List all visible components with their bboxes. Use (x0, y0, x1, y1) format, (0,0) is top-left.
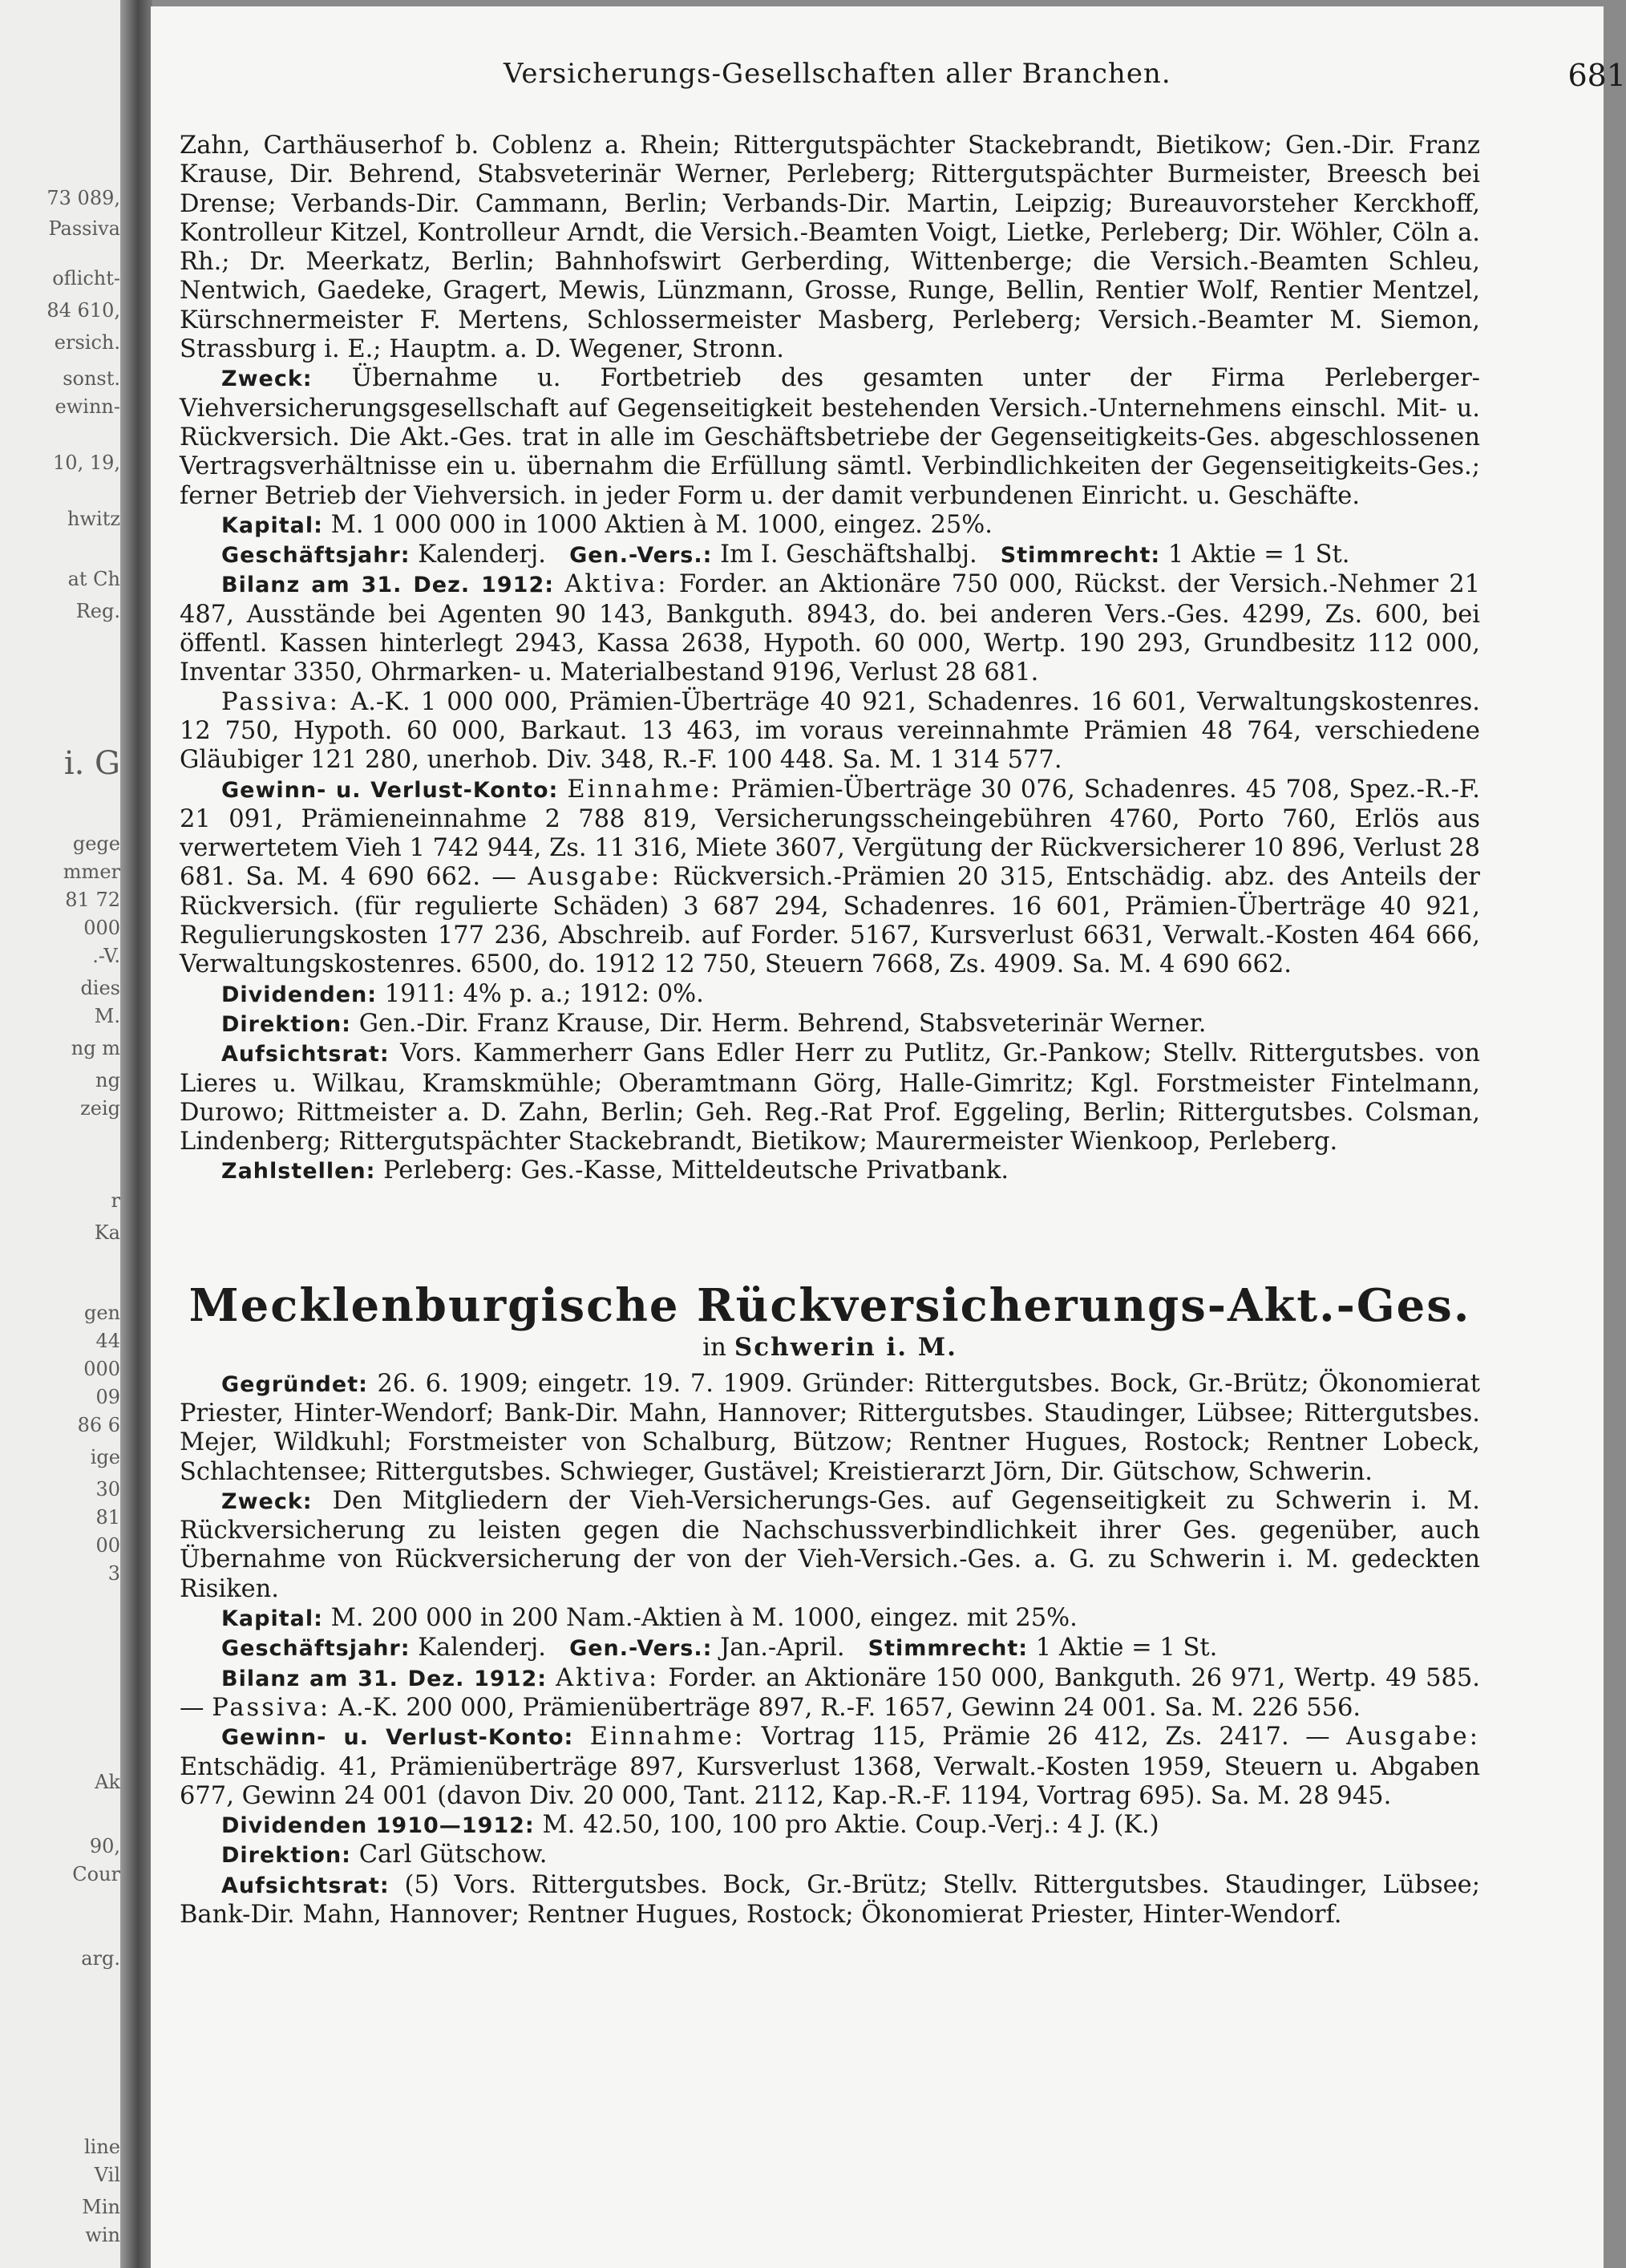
adjacent-page-fragment: r (111, 1189, 120, 1212)
capital-label: Kapital: (221, 512, 323, 538)
adjacent-page-fragment: hwitz (67, 508, 120, 530)
profit-loss-label-2: Gewinn- u. Verlust-Konto: (221, 1725, 574, 1751)
expenses-text-2: Entschädig. 41, Prämienüberträge 897, Kursverlust 1368, Verwalt.-Kosten 1959, Steuern u. Abgaben 677, Gewinn 24 001 (davon Div. 20 000, Tant. 2112, Kap.-R.-F. 1194, Vortrag 695). Sa. M. 28 945. (180, 1752, 1480, 1810)
income-text-2: Vortrag 115, Prämie 26 412, Zs. 2417. — (761, 1723, 1330, 1752)
supervisory-board-entry-2 (180, 1871, 1480, 1930)
adjacent-page-fragment: Passiva (48, 217, 120, 240)
profit-loss-label: Gewinn- u. Verlust-Konto: (221, 777, 559, 803)
dividends-label-2: Dividenden 1910—1912: (221, 1813, 535, 1839)
running-head: Versicherungs-Gesellschaften aller Branchen. (504, 58, 1171, 90)
paying-agents-text: Perleberg: Ges.-Kasse, Mitteldeutsche Privatbank. (383, 1156, 1009, 1185)
management-entry (180, 1010, 1480, 1039)
adjacent-page-fragment: gen (83, 1302, 120, 1324)
adjacent-page-fragment: 30 (95, 1478, 120, 1501)
founded-text: 26. 6. 1909; eingetr. 19. 7. 1909. Gründer: Rittergutsbes. Bock, Gr.-Brütz; Ökonomierat Priester, Hinter-Wendorf; Bank-Dir. Mahn, Hannover; Rittergutsbes. Staudinger, Lübsee; Rittergutsbes. Mejer, Wildkuhl; Forstmeister von Schalburg, Bützow; Rentner Hugues, Rostock; Rentner Lobeck, Schlachtensee; Rittergutsbes. Schwieger, Gustävel; Kreistierarzt Jörn, Dir. Gütschow, Schwerin. (180, 1369, 1480, 1486)
adjacent-page-fragment: win (85, 2224, 120, 2246)
voting-right-text: 1 Aktie = 1 St. (1167, 541, 1350, 569)
voting-right-label-2: Stimmrecht: (868, 1636, 1029, 1662)
adjacent-page-fragment: M. (94, 1005, 120, 1027)
balance-sheet-label-2: Bilanz am 31. Dez. 1912: (221, 1666, 548, 1691)
purpose-label-2: Zweck: (221, 1488, 313, 1514)
adjacent-page-fragment: sonst. (63, 367, 120, 390)
adjacent-page-fragment: at Ch (67, 568, 120, 590)
capital-text: M. 1 000 000 in 1000 Aktien à M. 1000, eingez. 25%. (330, 510, 993, 539)
management-label: Direktion: (221, 1011, 351, 1037)
supervisory-board-text: Vors. Kammerherr Gans Edler Herr zu Putlitz, Gr.-Pankow; Stellv. Rittergutsbes. von Lieres u. Wilkau, Kramskmühle; Oberamtmann Görg, Halle-Gimritz; Kgl. Forstmeister Fintelmann, Durowo; Rittmeister a. D. Zahn, Berlin; Geh. Reg.-Rat Prof. Eggeling, Berlin; Rittergutsbes. Colsman, Lindenberg; Rittergutspächter Stackebrandt, Bietikow; Maurermeister Wienkoop, Perleberg. (180, 1039, 1480, 1156)
supervisory-board-label: Aufsichtsrat: (221, 1042, 390, 1067)
adjacent-page-fragment: Min (82, 2196, 120, 2218)
founders-continuation: Zahn, Carthäuserhof b. Coblenz a. Rhein; Rittergutspächter Stackebrandt, Bietikow; Gen.-Dir. Franz Krause, Dir. Behrend, Stabsveterinär Werner, Perleberg; Rittergutspächter Burmeister, Breesch bei Drense; Verbands-Dir. Cammann, Berlin; Verbands-Dir. Martin, Leipzig; Bureauvorsteher Kerckhoff, Kontrolleur Kitzel, Kontrolleur Arndt, die Versich.-Beamten Voigt, Lietke, Perleberg; Dir. Wöhler, Cöln a. Rh.; Dr. Meerkatz, Berlin; Bahnhofswirt Gerberding, Wittenberge; die Versich.-Beamten Schleu, Nentwich, Gaedeke, Gragert, Mewis, Lünzmann, Grosse, Runge, Bellin, Rentier Wolf, Rentier Mentzel, Kürschnermeister F. Mertens, Schlossermeister Masberg, Perleberg; Versich.-Beamter M. Siemon, Strassburg i. E.; Hauptm. a. D. Wegener, Stronn. (180, 132, 1480, 364)
dividends-label: Dividenden: (221, 982, 378, 1007)
adjacent-page-fragment: 10, 19, (53, 452, 120, 474)
adjacent-page-fragment: 09 (95, 1386, 120, 1408)
general-meeting-label: Gen.-Vers.: (569, 543, 713, 569)
balance-sheet-label: Bilanz am 31. Dez. 1912: (221, 573, 555, 598)
management-text-2: Carl Gütschow. (358, 1841, 548, 1869)
adjacent-page-fragment: ng (95, 1069, 120, 1091)
adjacent-page-fragment: i. G (63, 745, 120, 782)
purpose-entry-2 (180, 1487, 1480, 1604)
liabilities-text: A.-K. 1 000 000, Prämien-Überträge 40 921, Schadenres. 16 601, Verwaltungskostenres. 12 750, Hypoth. 60 000, Barkaut. 13 463, im voraus vereinnahmte Prämien 48 764, verschiedene Gläubiger 121 280, unerhob. Div. 348, R.-F. 100 448. Sa. M. 1 314 577. (180, 687, 1480, 775)
dividends-entry (180, 980, 1480, 1010)
fiscal-entry (180, 541, 1480, 570)
supervisory-board-entry (180, 1039, 1480, 1156)
liabilities-text-2: A.-K. 200 000, Prämienüberträge 897, R.-F. 1657, Gewinn 24 001. Sa. M. 226 556. (338, 1693, 1361, 1722)
liabilities-label: Passiva: (221, 687, 341, 716)
founded-label: Gegründet: (221, 1371, 368, 1397)
balance-sheet-entry (180, 570, 1480, 687)
profit-loss-entry-2 (180, 1723, 1480, 1811)
adjacent-page-fragment: ng m (71, 1037, 120, 1059)
assets-text: Forder. an Aktionäre 750 000, Rückst. der Versich.-Nehmer 21 487, Ausstände bei Agenten 90 143, Bankguth. 8943, do. bei anderen Vers.-Ges. 4299, Zs. 600, bei öffentl. Kassen hinterlegt 2943, Kassa 2638, Hypoth. 60 000, Wertp. 190 293, Grundbesitz 112 000, Inventar 3350, Ohrmarken- u. Materialbestand 9196, Verlust 28 681. (180, 570, 1481, 687)
fiscal-year-label-2: Geschäftsjahr: (221, 1636, 411, 1662)
fiscal-year-label: Geschäftsjahr: (221, 543, 411, 569)
adjacent-page-fragment: 73 089, (47, 187, 120, 209)
general-meeting-text: Im I. Geschäftshalbj. (720, 541, 977, 569)
expenses-label-2: Ausgabe: (1346, 1723, 1480, 1752)
paying-agents-label: Zahlstellen: (221, 1159, 376, 1185)
voting-right-label: Stimmrecht: (1000, 543, 1161, 569)
adjacent-page-fragment: mmer (63, 861, 120, 883)
adjacent-page-strip (0, 0, 120, 2268)
location-city: Schwerin i. M. (734, 1332, 957, 1362)
adjacent-page-fragment: oflicht- (52, 267, 120, 290)
company-heading: Mecklenburgische Rückversicherungs-Akt.-Ges. (188, 1278, 1471, 1332)
management-label-2: Direktion: (221, 1843, 351, 1869)
purpose-label: Zweck: (221, 367, 313, 392)
adjacent-page-fragment: Reg. (75, 600, 120, 622)
voting-right-text-2: 1 Aktie = 1 St. (1035, 1634, 1218, 1663)
supervisory-board-text-2: (5) Vors. Rittergutsbes. Bock, Gr.-Brütz; Stellv. Rittergutsbes. Staudinger, Lübsee; Bank-Dir. Mahn, Hannover; Rentner Hugues, Rostock; Ökonomierat Priester, Hinter-Wendorf. (180, 1870, 1481, 1930)
adjacent-page-fragment: ige (90, 1446, 120, 1468)
adjacent-page-fragment: 90, (89, 1835, 120, 1857)
adjacent-page-fragment: Vil (94, 2164, 120, 2186)
adjacent-page-fragment: 000 (83, 917, 120, 939)
capital-text-2: M. 200 000 in 200 Nam.-Aktien à M. 1000, eingez. mit 25%. (330, 1604, 1078, 1633)
income-text: Prämien-Überträge 30 076, Schadenres. 45 708, Spez.-R.-F. 21 091, Prämieneinnahme 2 788 819, Versicherungsscheingebühren 4760, Porto 760, Erlös aus verwertetem Vieh 1 742 944, Zs. 11 316, Miete 3607, Vergütung der Rückversicherer 10 896, Verlust 28 681. Sa. M. 4 690 662. — (180, 775, 1481, 892)
liabilities-entry (180, 688, 1480, 776)
assets-text-2: Forder. an Aktionäre 150 000, Bankguth. 26 971, Wertp. 49 585. — (180, 1663, 1480, 1722)
adjacent-page-fragment: Ak (95, 1771, 120, 1793)
management-text: Gen.-Dir. Franz Krause, Dir. Herm. Behrend, Stabsveterinär Werner. (358, 1009, 1207, 1038)
page-number: 681 (1567, 58, 1626, 93)
capital-entry-2 (180, 1604, 1480, 1634)
adjacent-page-fragment: 000 (83, 1358, 120, 1380)
purpose-entry (180, 364, 1480, 510)
general-meeting-text-2: Jan.-April. (720, 1634, 845, 1663)
adjacent-page-fragment: .-V. (92, 945, 120, 967)
expenses-text: Rückversich.-Prämien 20 315, Entschädig. abz. des Anteils der Rückversich. (für regulierte Schäden) 3 687 294, Schadenres. 16 601, Prämien-Überträge 40 921, Regulierungskosten 177 236, Abschreib. auf Forder. 5167, Kursverlust 6631, Verwalt.-Kosten 464 666, Verwaltungskostenres. 6500, do. 1912 12 750, Steuern 7668, Zs. 4909. Sa. M. 4 690 662. (180, 863, 1481, 979)
general-meeting-label-2: Gen.-Vers.: (569, 1636, 713, 1662)
fiscal-year-text: Kalenderj. (418, 541, 546, 569)
adjacent-page-fragment: 81 (95, 1506, 120, 1529)
company-location (180, 1333, 1480, 1362)
purpose-text-2: Den Mitgliedern der Vieh-Versicherungs-Ges. auf Gegenseitigkeit zu Schwerin i. M. Rückversicherung zu leisten gegen die Nachschussverbindlichkeit ihrer Ges. gegenüber, auch Übernahme von Rückversicherung der von der Vieh-Versich.-Ges. a. G. zu Schwerin i. M. gedeckten Risiken. (180, 1486, 1480, 1603)
adjacent-page-fragment: 84 610, (47, 299, 120, 322)
location-prefix: in (702, 1332, 726, 1362)
fiscal-entry-2 (180, 1634, 1480, 1663)
dividends-text-2: M. 42.50, 100, 100 pro Aktie. Coup.-Verj.: 4 J. (K.) (542, 1811, 1159, 1840)
adjacent-page-fragment: zeig (80, 1097, 120, 1120)
profit-loss-entry (180, 776, 1480, 980)
dividends-entry-2 (180, 1811, 1480, 1841)
book-page (151, 6, 1626, 2268)
page-header (504, 58, 1626, 96)
capital-entry (180, 511, 1480, 541)
income-label-2: Einnahme: (589, 1723, 746, 1752)
book-gutter (120, 0, 152, 2268)
supervisory-board-label-2: Aufsichtsrat: (221, 1873, 390, 1898)
capital-label-2: Kapital: (221, 1606, 323, 1632)
expenses-label: Ausgabe: (528, 863, 662, 892)
dividends-text: 1911: 4% p. a.; 1912: 0%. (384, 979, 704, 1008)
page-content (180, 132, 1480, 1930)
management-entry-2 (180, 1841, 1480, 1870)
adjacent-page-fragment: 86 6 (77, 1414, 120, 1436)
adjacent-page-fragment: 81 72 (65, 889, 120, 911)
adjacent-page-fragment: 3 (107, 1562, 120, 1585)
adjacent-page-fragment: Ka (94, 1221, 120, 1244)
balance-sheet-entry-2 (180, 1664, 1480, 1723)
adjacent-page-fragment: gege (72, 832, 120, 855)
adjacent-page-fragment: dies (80, 977, 120, 999)
adjacent-page-fragment: 00 (95, 1534, 120, 1557)
fiscal-year-text-2: Kalenderj. (418, 1634, 546, 1663)
liabilities-label-2: Passiva: (212, 1693, 331, 1722)
assets-label: Aktiva: (564, 570, 669, 599)
adjacent-page-fragment: Cour (72, 1863, 120, 1885)
adjacent-page-fragment: ewinn- (55, 395, 120, 418)
adjacent-page-fragment: ersich. (54, 331, 120, 354)
adjacent-page-fragment: arg. (81, 1947, 120, 1970)
adjacent-page-fragment: 44 (95, 1330, 120, 1352)
income-label: Einnahme: (567, 775, 722, 804)
assets-label-2: Aktiva: (556, 1663, 660, 1692)
founded-entry (180, 1370, 1480, 1487)
paying-agents-entry (180, 1156, 1480, 1186)
adjacent-page-fragment: line (83, 2136, 120, 2158)
purpose-text: Übernahme u. Fortbetrieb des gesamten unter der Firma Perleberger-Viehversicherungsgesellschaft auf Gegenseitigkeit bestehenden Versich.-Unternehmens einschl. Mit- u. Rückversich. Die Akt.-Ges. trat in alle im Geschäftsbetriebe der Gegenseitigkeits-Ges. abgeschlossenen Vertragsverhältnisse ein u. übernahm die Erfüllung sämtl. Verbindlichkeiten der Gegenseitigkeits-Ges.; ferner Betrieb der Viehversich. in jeder Form u. der damit verbundenen Einricht. u. Geschäfte. (180, 364, 1480, 510)
